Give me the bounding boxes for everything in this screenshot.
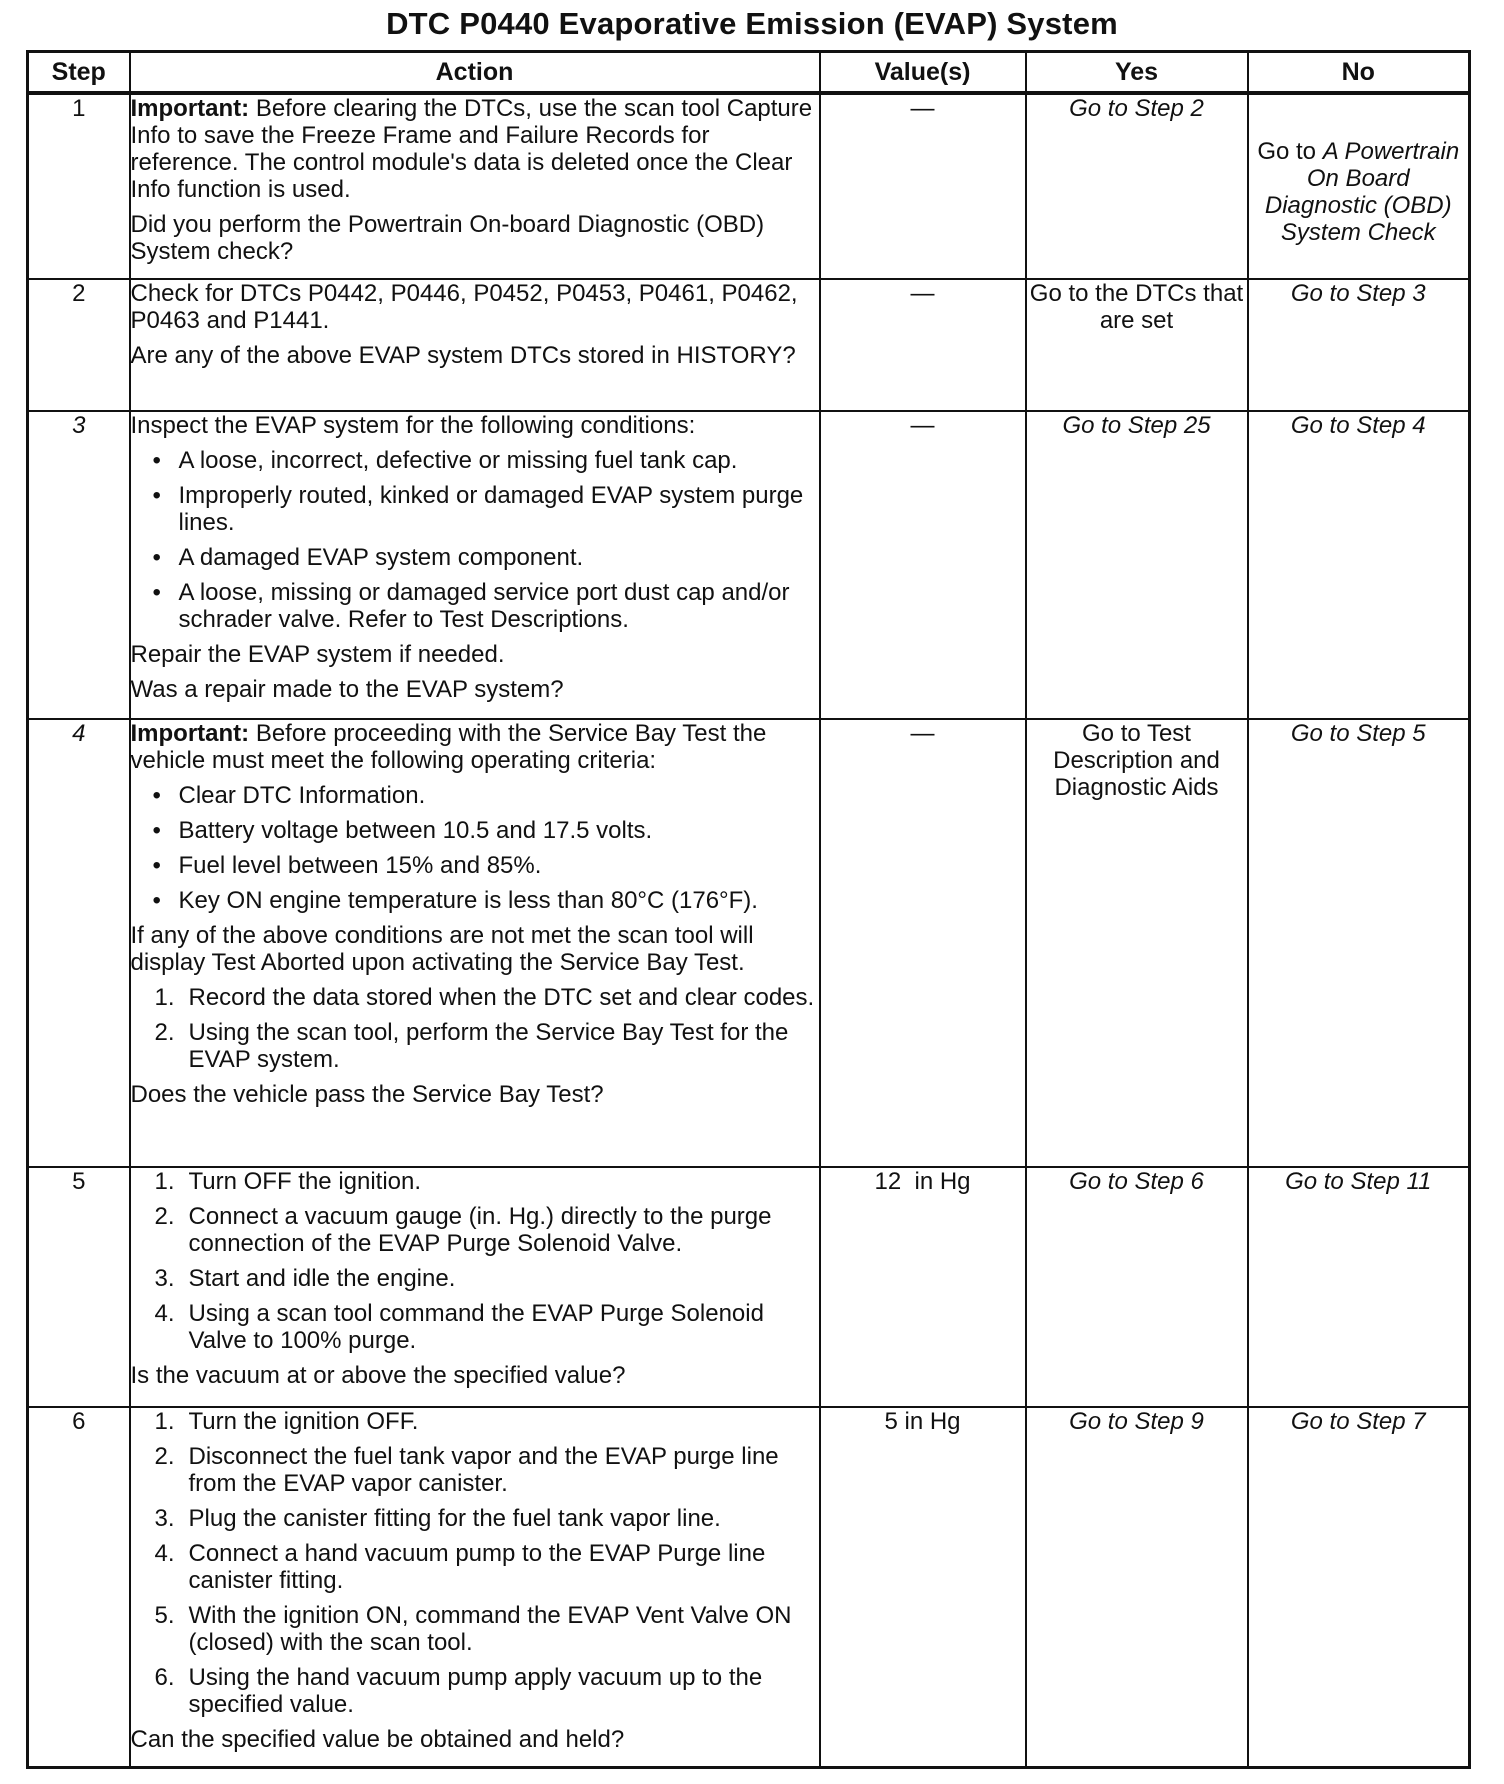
table-row	[28, 279, 1470, 411]
action-text: If any of the above conditions are not met the scan tool will display Test Aborted upon activating the Service Bay Test.	[130, 922, 754, 976]
no-prefix: Go to	[1257, 137, 1323, 165]
list-item-text: Battery voltage between 10.5 and 17.5 volts.	[178, 817, 653, 844]
value-cell: —	[820, 411, 1026, 719]
document-title: DTC P0440 Evaporative Emission (EVAP) System	[386, 6, 1118, 41]
list-item-text: A loose, missing or damaged service port dust cap and/or schrader valve. Refer to Test Descriptions.	[178, 579, 790, 633]
action-cell	[130, 719, 820, 1167]
list-item-text: Key ON engine temperature is less than 80°C (176°F).	[178, 887, 758, 914]
header-values: Value(s)	[820, 52, 1026, 94]
list-item	[131, 1203, 819, 1257]
no-cell	[1248, 93, 1470, 279]
action-question: Is the vacuum at or above the specified value?	[130, 1362, 626, 1389]
step-number: 5	[28, 1167, 130, 1407]
bullet-icon: •	[152, 782, 161, 809]
important-label: Important:	[130, 720, 250, 747]
table-row	[28, 411, 1470, 719]
step-marker: 6.	[154, 1664, 175, 1691]
important-label: Important:	[130, 95, 250, 122]
step-marker: 2.	[154, 1019, 175, 1046]
value-cell: —	[820, 93, 1026, 279]
bullet-icon: •	[152, 447, 161, 474]
value-cell: 5 in Hg	[820, 1407, 1026, 1767]
step-marker: 3.	[154, 1265, 175, 1292]
step-marker: 4.	[154, 1300, 175, 1327]
step-marker: 1.	[154, 1408, 175, 1435]
bullet-icon: •	[152, 544, 161, 571]
bullet-icon: •	[152, 482, 161, 509]
list-item	[131, 852, 819, 879]
table-row	[28, 719, 1470, 1167]
list-item-text: Start and idle the engine.	[188, 1265, 456, 1292]
no-cell: Go to Step 4	[1248, 411, 1470, 719]
action-question: Did you perform the Powertrain On-board Diagnostic (OBD) System check?	[130, 211, 765, 265]
list-item	[131, 482, 819, 536]
bullet-icon: •	[152, 817, 161, 844]
action-question: Does the vehicle pass the Service Bay Test?	[130, 1081, 604, 1108]
list-item	[131, 544, 819, 571]
step-number: 4	[28, 719, 130, 1167]
list-item-text: Record the data stored when the DTC set and clear codes.	[188, 984, 815, 1011]
no-cell: Go to Step 7	[1248, 1407, 1470, 1767]
no-cell: Go to Step 5	[1248, 719, 1470, 1167]
yes-cell: Go to Step 9	[1026, 1407, 1248, 1767]
list-item-text: Connect a hand vacuum pump to the EVAP Purge line canister fitting.	[188, 1540, 766, 1594]
step-marker: 2.	[154, 1203, 175, 1230]
action-question: Was a repair made to the EVAP system?	[130, 676, 564, 703]
value-cell: 12 in Hg	[820, 1167, 1026, 1407]
action-cell	[130, 1407, 820, 1767]
step-marker: 1.	[154, 984, 175, 1011]
yes-cell: Go to Test Description and Diagnostic Aids	[1026, 719, 1248, 1167]
important-text: Before clearing the DTCs, use the scan tool Capture Info to save the Freeze Frame and Failure Records for reference. The control module's data is deleted once the Clear Info function is used.	[130, 95, 813, 203]
list-item-text: Plug the canister fitting for the fuel tank vapor line.	[188, 1505, 721, 1532]
action-question: Can the specified value be obtained and held?	[130, 1726, 625, 1753]
list-item-text: Improperly routed, kinked or damaged EVAP system purge lines.	[178, 482, 804, 536]
list-item	[131, 817, 819, 844]
value-cell: —	[820, 279, 1026, 411]
list-item-text: With the ignition ON, command the EVAP Vent Valve ON (closed) with the scan tool.	[188, 1602, 792, 1656]
list-item	[131, 1265, 819, 1292]
list-item	[131, 887, 819, 914]
action-question: Are any of the above EVAP system DTCs stored in HISTORY?	[130, 342, 796, 369]
step-marker: 1.	[154, 1168, 175, 1195]
list-item	[131, 782, 819, 809]
table-row	[28, 1167, 1470, 1407]
important-note	[131, 720, 819, 774]
action-cell	[130, 1167, 820, 1407]
list-item-text: A damaged EVAP system component.	[178, 544, 584, 571]
bullet-icon: •	[152, 852, 161, 879]
list-item-text: A loose, incorrect, defective or missing fuel tank cap.	[178, 447, 738, 474]
list-item-text: Clear DTC Information.	[178, 782, 426, 809]
list-item	[131, 1019, 819, 1073]
bullet-icon: •	[152, 887, 161, 914]
list-item	[131, 579, 819, 633]
step-marker: 3.	[154, 1505, 175, 1532]
no-reference: A Powertrain On Board Diagnostic (OBD) System Check	[1264, 137, 1460, 246]
list-item-text: Using a scan tool command the EVAP Purge Solenoid Valve to 100% purge.	[188, 1300, 764, 1354]
list-item	[131, 1168, 819, 1195]
yes-cell: Go to Step 6	[1026, 1167, 1248, 1407]
action-text: Repair the EVAP system if needed.	[130, 641, 505, 668]
value-cell: —	[820, 719, 1026, 1167]
step-number: 3	[28, 411, 130, 719]
yes-cell: Go to Step 2	[1026, 93, 1248, 279]
list-item-text: Connect a vacuum gauge (in. Hg.) directly to the purge connection of the EVAP Purge Solenoid Valve.	[188, 1203, 772, 1257]
step-marker: 5.	[154, 1602, 175, 1629]
list-item	[131, 1505, 819, 1532]
list-item	[131, 984, 819, 1011]
no-cell: Go to Step 3	[1248, 279, 1470, 411]
list-item	[131, 1664, 819, 1718]
header-row	[28, 52, 1470, 94]
header-step: Step	[28, 52, 130, 94]
step-marker: 2.	[154, 1443, 175, 1470]
action-intro: Inspect the EVAP system for the following conditions:	[130, 412, 696, 439]
step-number: 6	[28, 1407, 130, 1767]
list-item-text: Using the scan tool, perform the Service Bay Test for the EVAP system.	[188, 1019, 789, 1073]
list-item-text: Turn OFF the ignition.	[188, 1168, 422, 1195]
list-item-text: Turn the ignition OFF.	[188, 1408, 419, 1435]
list-item-text: Disconnect the fuel tank vapor and the EVAP purge line from the EVAP vapor canister.	[188, 1443, 779, 1497]
list-item-text: Using the hand vacuum pump apply vacuum up to the specified value.	[188, 1664, 763, 1718]
yes-cell: Go to Step 25	[1026, 411, 1248, 719]
header-yes: Yes	[1026, 52, 1248, 94]
step-marker: 4.	[154, 1540, 175, 1567]
action-cell	[130, 411, 820, 719]
header-action: Action	[130, 52, 820, 94]
step-number: 1	[28, 93, 130, 279]
header-no: No	[1248, 52, 1470, 94]
table-row	[28, 1407, 1470, 1767]
list-item	[131, 1443, 819, 1497]
list-item	[131, 1602, 819, 1656]
table-row	[28, 93, 1470, 279]
list-item	[131, 1540, 819, 1594]
action-text: Check for DTCs P0442, P0446, P0452, P0453, P0461, P0462, P0463 and P1441.	[130, 280, 798, 334]
list-item	[131, 1408, 819, 1435]
yes-cell: Go to the DTCs that are set	[1026, 279, 1248, 411]
bullet-icon: •	[152, 579, 161, 606]
action-cell	[130, 93, 820, 279]
no-cell: Go to Step 11	[1248, 1167, 1470, 1407]
important-note	[131, 95, 819, 203]
step-number: 2	[28, 279, 130, 411]
important-text: Before proceeding with the Service Bay Test the vehicle must meet the following operating criteria:	[130, 720, 767, 774]
dtc-table	[26, 50, 1471, 1769]
list-item	[131, 447, 819, 474]
list-item	[131, 1300, 819, 1354]
action-cell	[130, 279, 820, 411]
list-item-text: Fuel level between 15% and 85%.	[178, 852, 542, 879]
